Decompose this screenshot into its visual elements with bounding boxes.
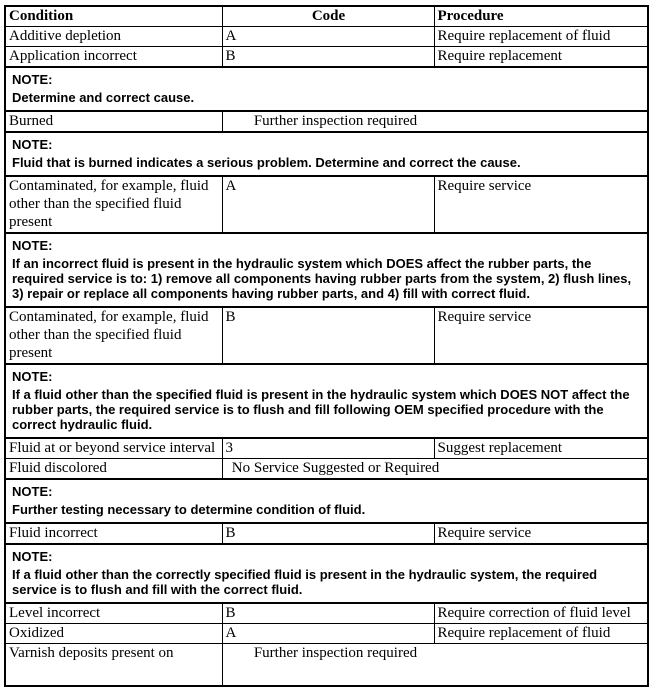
merged-value-cell (222, 459, 648, 480)
condition-cell: Contaminated, for example, fluid other than the specified fluid present (5, 307, 222, 364)
note-row (5, 364, 648, 438)
note-cell (5, 544, 648, 603)
procedure-cell: Require service (434, 307, 648, 364)
code-cell: B (222, 603, 434, 624)
note-cell (5, 364, 648, 438)
note-row (5, 233, 648, 307)
condition-cell: Contaminated, for example, fluid other than the specified fluid present (5, 176, 222, 233)
note-text: Further testing necessary to determine condition of fluid. (12, 502, 366, 517)
note-row (5, 132, 648, 176)
table-row (5, 47, 648, 68)
merged-value: Further inspection required (253, 113, 418, 129)
note-cell (5, 479, 648, 523)
merged-value: No Service Suggested or Required (231, 460, 440, 476)
condition-cell: Fluid at or beyond service interval (5, 438, 222, 459)
procedure-cell: Require service (434, 176, 648, 233)
note-label: NOTE: (12, 484, 53, 499)
note-text: If a fluid other than the correctly specified fluid is present in the hydraulic system, the required service is to flush and fill with the correct fluid. (12, 567, 598, 597)
condition-cell: Fluid incorrect (5, 523, 222, 544)
note-row (5, 479, 648, 523)
code-cell: 3 (222, 438, 434, 459)
condition-cell: Level incorrect (5, 603, 222, 624)
note-label: NOTE: (12, 549, 53, 564)
procedure-cell: Require service (434, 523, 648, 544)
merged-row (5, 111, 648, 132)
condition-cell: Varnish deposits present on (5, 644, 222, 686)
table-row (5, 523, 648, 544)
merged-row (5, 459, 648, 480)
note-text: If a fluid other than the specified fluid is present in the hydraulic system which DOES NOT affect the rubber parts, the required service is to flush and fill following OEM specified procedure with the correct hydraulic fluid. (12, 387, 630, 432)
fluid-condition-table (4, 5, 649, 687)
code-cell: A (222, 176, 434, 233)
note-row (5, 544, 648, 603)
table-row (5, 603, 648, 624)
note-label: NOTE: (12, 137, 53, 152)
table-row (5, 176, 648, 233)
note-cell (5, 67, 648, 111)
column-header-condition: Condition (5, 6, 222, 27)
note-cell (5, 233, 648, 307)
condition-cell: Oxidized (5, 624, 222, 644)
table-row (5, 307, 648, 364)
note-label: NOTE: (12, 72, 53, 87)
condition-cell: Additive depletion (5, 27, 222, 47)
table-row (5, 27, 648, 47)
merged-value-cell (222, 111, 648, 132)
procedure-cell: Require correction of fluid level (434, 603, 648, 624)
header-row (5, 6, 648, 27)
note-cell (5, 132, 648, 176)
code-cell: B (222, 523, 434, 544)
condition-cell: Fluid discolored (5, 459, 222, 480)
table-row (5, 438, 648, 459)
note-row (5, 67, 648, 111)
procedure-cell: Require replacement of fluid (434, 27, 648, 47)
code-cell: A (222, 27, 434, 47)
merged-value-cell (222, 644, 648, 686)
note-text: If an incorrect fluid is present in the hydraulic system which DOES affect the rubber parts, the required service is to: 1) remove all components having rubber parts from the system, 2) flush lines, 3) repair or replace all components having rubber parts, and 4) fill with correct fluid. (12, 256, 632, 301)
procedure-cell: Require replacement (434, 47, 648, 68)
code-cell: B (222, 307, 434, 364)
code-cell: A (222, 624, 434, 644)
note-label: NOTE: (12, 369, 53, 384)
procedure-cell: Suggest replacement (434, 438, 648, 459)
condition-cell: Application incorrect (5, 47, 222, 68)
code-cell: B (222, 47, 434, 68)
condition-cell: Burned (5, 111, 222, 132)
merged-value: Further inspection required (253, 645, 418, 661)
column-header-procedure: Procedure (434, 6, 648, 27)
note-label: NOTE: (12, 238, 53, 253)
merged-row (5, 644, 648, 686)
note-text: Determine and correct cause. (12, 90, 195, 105)
column-header-code: Code (222, 6, 434, 27)
procedure-cell: Require replacement of fluid (434, 624, 648, 644)
note-text: Fluid that is burned indicates a serious problem. Determine and correct the cause. (12, 155, 521, 170)
